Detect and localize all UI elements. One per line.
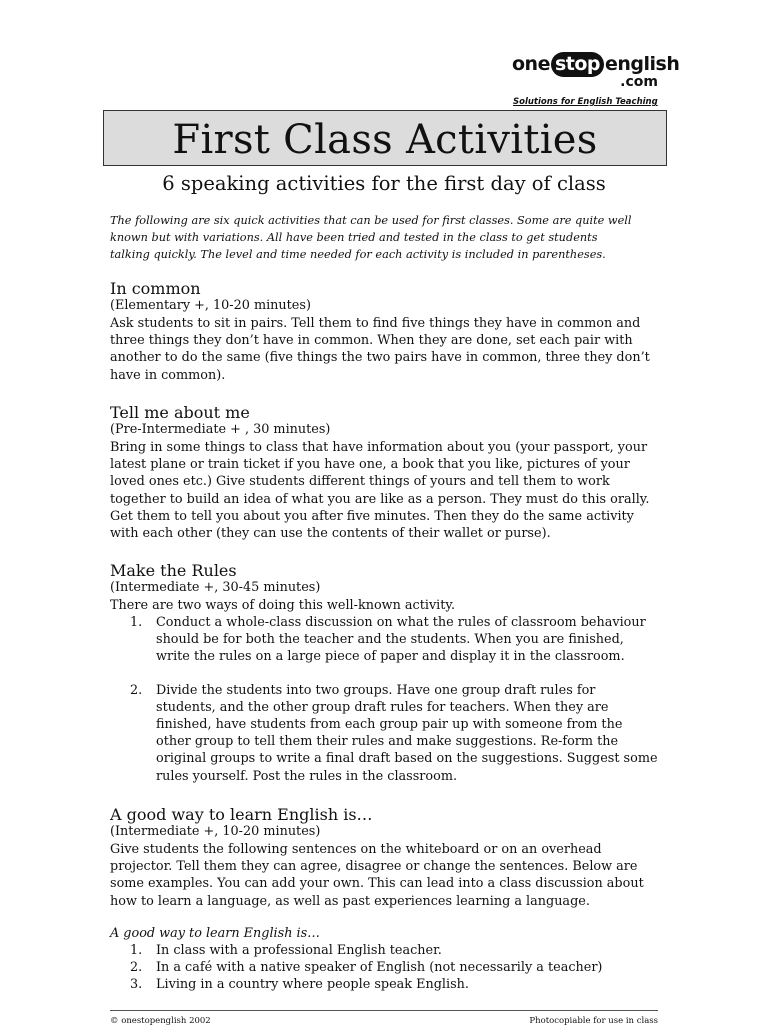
section-heading-tell-me-about-me: Tell me about me	[110, 403, 250, 422]
footer-copyright: © onestopenglish 2002	[110, 1016, 211, 1026]
list-item	[110, 614, 658, 666]
section-body-in-common: Ask students to sit in pairs. Tell them to find five things they have in common and three things they don’t have in common. When they are done, set each pair with another to do the same (five things the two pairs have in common, three they don’t have in common).	[110, 316, 650, 383]
section-heading-good-way: A good way to learn English is…	[110, 805, 373, 824]
list-text: In a café with a native speaker of English (not necessarily a teacher)	[156, 960, 603, 976]
onestopenglish-logo	[512, 44, 680, 110]
page-title: First Class Activities	[172, 117, 598, 163]
title-box	[103, 110, 667, 166]
section-level-in-common: (Elementary +, 10-20 minutes)	[110, 298, 311, 313]
section-heading-in-common: In common	[110, 279, 201, 298]
rules-list	[110, 614, 658, 785]
section-level-tell-me-about-me: (Pre-Intermediate + , 30 minutes)	[110, 422, 331, 437]
list-item	[110, 959, 658, 976]
logo-tagline: Solutions for English Teaching	[513, 97, 658, 107]
list-text: In class with a professional English teacher.	[156, 943, 442, 958]
section-body-make-the-rules: There are two ways of doing this well-known activity.	[110, 598, 456, 613]
section-level-good-way: (Intermediate +, 10-20 minutes)	[110, 824, 321, 839]
list-item	[110, 976, 658, 993]
section-body-good-way: Give students the following sentences on the whiteboard or on an overhead projector. Tell them they can agree, disagree or change the sentences. Below are some examples. You can add your own. This can lead into a class discussion about how to learn a language, as well as past experiences learning a language.	[110, 842, 644, 909]
list-text: Conduct a whole-class discussion on what the rules of classroom behaviour should be for both the teacher and the students. When you are finished, write the rules on a large piece of paper and display it in the classroom.	[156, 615, 646, 665]
section-heading-make-the-rules: Make the Rules	[110, 561, 237, 580]
list-item	[110, 942, 658, 959]
footer-divider	[110, 1010, 658, 1011]
list-text: Living in a country where people speak English.	[156, 977, 469, 993]
list-item	[110, 682, 658, 785]
logo-stop-badge: stop	[551, 52, 604, 77]
list-number: 2.	[130, 960, 143, 976]
list-number: 1.	[130, 615, 143, 630]
logo-domain: .com	[620, 74, 658, 90]
footer-photocopiable: Photocopiable for use in class	[529, 1016, 658, 1026]
section-body-tell-me-about-me: Bring in some things to class that have information about you (your passport, your latest plane or train ticket if you have one, a book that you like, pictures of your loved ones etc.) Give students different things of yours and tell them to work together to build an idea of what you are like as a person. They must do this orally. Get them to tell you about you after five minutes. Then they do the same activity with each other (they can use the contents of their wallet or purse).	[110, 440, 650, 542]
section-level-make-the-rules: (Intermediate +, 30-45 minutes)	[110, 580, 321, 595]
list-text: Divide the students into two groups. Have one group draft rules for students, and the other group draft rules for teachers. When they are finished, have students from each group pair up with someone from the other group to tell them their rules and make suggestions. Re-form the original groups to write a final draft based on the suggestions. Suggest some rules yourself. Post the rules in the classroom.	[156, 682, 658, 784]
page-subtitle: 6 speaking activities for the first day of class	[162, 172, 606, 195]
example-intro: A good way to learn English is…	[110, 926, 320, 941]
list-number: 2.	[130, 682, 143, 698]
examples-list	[110, 942, 658, 994]
list-number: 3.	[130, 977, 143, 993]
list-number: 1.	[130, 943, 143, 958]
logo-wordmark: one stop english	[512, 53, 680, 75]
intro-paragraph: The following are six quick activities that can be used for first classes. Some are quite well known but with variations. All have been tried and tested in the class to get students talking quickly. The level and time needed for each activity is included in parentheses.	[110, 214, 632, 261]
